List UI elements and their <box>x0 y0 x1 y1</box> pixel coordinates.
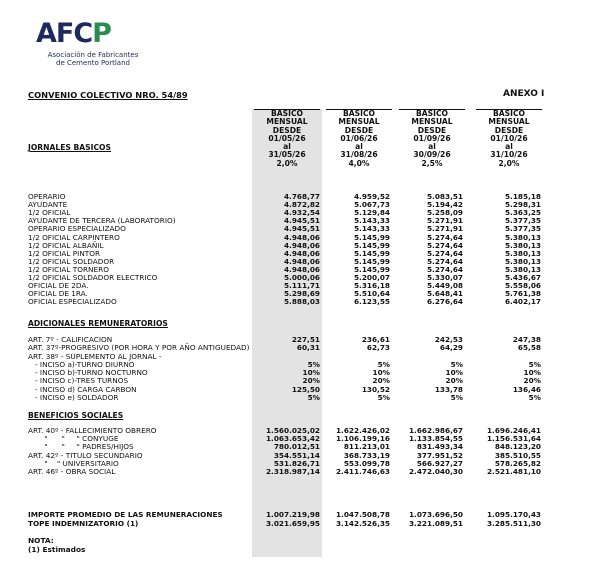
column-header-line: 2,0% <box>276 158 298 168</box>
row-value-col4: 5.185,18 <box>504 192 541 201</box>
row-value-col2: 5% <box>377 359 390 369</box>
row-value-col3: 831.493,34 <box>416 442 463 452</box>
row-value-col4: 1.156.531,64 <box>486 434 541 444</box>
row-value-col3: 5% <box>450 392 463 402</box>
document-title: CONVENIO COLECTIVO NRO. 54/89 <box>28 90 188 100</box>
row-value-col3: 5.271,91 <box>426 216 463 226</box>
row-value-col2: 5.129,84 <box>353 208 390 218</box>
row-value-col1: 531.826,71 <box>273 458 320 468</box>
row-value-col3: 5.083,51 <box>426 192 463 201</box>
row-value-col4: 2.521.481,10 <box>486 467 541 476</box>
column-header-line: 31/08/26 <box>340 150 378 160</box>
row-value-col3: 5.330,07 <box>426 273 463 282</box>
row-label: ART. 42º - TITULO SECUNDARIO <box>28 450 143 460</box>
annex-label: ANEXO I <box>503 89 545 99</box>
row-value-col1: 5.111,71 <box>283 281 320 291</box>
row-value-col3: 5.274,64 <box>426 232 463 242</box>
row-value-col4: 5% <box>528 359 541 369</box>
row-value-col2: 20% <box>372 376 390 386</box>
row-value-col2: 5.145,99 <box>353 240 390 250</box>
column-header-line: 2,5% <box>421 158 443 168</box>
row-label: ART. 46º - OBRA SOCIAL <box>28 467 116 476</box>
table-row <box>0 298 600 306</box>
row-value-col1: 1.063.653,42 <box>265 434 320 444</box>
column-header-line: 31/05/26 <box>268 150 306 160</box>
row-value-col1: 227,51 <box>291 335 320 344</box>
column-header-line: 01/10/26 <box>490 133 528 143</box>
row-value-col4: 5.558,06 <box>504 281 541 291</box>
row-label: OPERARIO <box>28 192 66 201</box>
column-header-line: 2,0% <box>498 158 520 168</box>
row-value-col2: 5% <box>377 392 390 402</box>
column-header-line: al <box>428 142 436 152</box>
row-value-col3: 3.221.089,51 <box>408 518 463 528</box>
row-value-col2: 5.316,18 <box>353 281 390 291</box>
logo-subtitle-line1: Asociación de Fabricantes <box>47 51 139 59</box>
row-value-col4: 5.436,67 <box>504 273 541 282</box>
row-label: 1/2 OFICIAL SOLDADOR <box>28 256 115 266</box>
table-row <box>0 394 600 402</box>
column-header-line: MENSUAL <box>488 117 530 127</box>
row-value-col2: 10% <box>372 368 390 377</box>
row-label: 1/2 OFICIAL PINTOR <box>28 248 101 258</box>
logo-text-accent: P <box>92 18 111 49</box>
row-value-col1: 4.945,51 <box>283 216 320 226</box>
row-label: OFICIAL DE 1RA. <box>28 289 88 299</box>
row-value-col3: 2.472.040,30 <box>408 467 463 476</box>
row-value-col4: 65,58 <box>517 343 541 353</box>
row-value-col2: 3.142.526,35 <box>335 518 390 528</box>
row-value-col2: 130,52 <box>361 384 390 394</box>
row-value-col4: 5.380,13 <box>504 232 541 242</box>
column-header-line: MENSUAL <box>266 117 308 127</box>
row-label: IMPORTE PROMEDIO DE LAS REMUNERACIONES <box>28 510 223 519</box>
row-value-col3: 5.274,64 <box>426 256 463 266</box>
row-label: AYUDANTE DE TERCERA (LABORATORIO) <box>28 216 176 226</box>
row-label: - INCISO c)-TRES TURNOS <box>28 376 129 386</box>
row-value-col4: 6.402,17 <box>504 297 541 307</box>
row-label: 1/2 OFICIAL CARPINTERO <box>28 232 120 242</box>
row-value-col1: 4.948,06 <box>283 232 320 242</box>
row-label: ART. 7º - CALIFICACION <box>28 335 113 344</box>
row-value-col3: 5.274,64 <box>426 264 463 274</box>
logo-subtitle-line2: de Cemento Portland <box>56 59 130 67</box>
row-label: - INCISO a)-TURNO DIURNO <box>28 359 135 369</box>
row-value-col3: 377.951,52 <box>416 450 463 460</box>
row-value-col4: 5% <box>528 392 541 402</box>
row-value-col1: 4.948,06 <box>283 256 320 266</box>
row-value-col3: 20% <box>445 376 463 386</box>
row-value-col2: 1.047.508,78 <box>335 510 390 519</box>
column-header-line: 31/10/26 <box>490 150 528 160</box>
row-value-col1: 4.768,77 <box>283 192 320 201</box>
row-value-col3: 64,29 <box>439 343 463 353</box>
column-header-4 <box>473 110 545 168</box>
row-value-col2: 5.510,64 <box>353 289 390 299</box>
column-header-line: 4,0% <box>348 158 370 168</box>
row-label: - INCISO e) SOLDADOR <box>28 392 119 402</box>
column-header-line: MENSUAL <box>338 117 380 127</box>
row-label: ART. 37º-PROGRESIVO (POR HORA Y POR AÑO ANTIGUEDAD) <box>28 343 250 353</box>
row-label: TOPE INDEMNIZATORIO (1) <box>28 518 139 528</box>
row-value-col1: 5.298,69 <box>283 289 320 299</box>
highlighted-column-background <box>252 109 322 557</box>
section-title-beneficios: BENEFICIOS SOCIALES <box>28 411 124 420</box>
row-value-col2: 368.733,19 <box>343 450 390 460</box>
row-value-col2: 5.145,99 <box>353 256 390 266</box>
row-value-col1: 780.012,51 <box>273 442 320 452</box>
row-value-col4: 3.285.511,30 <box>486 518 541 528</box>
row-label: - INCISO d) CARGA CARBON <box>28 384 137 394</box>
column-header-line: al <box>283 142 291 152</box>
row-label: 1/2 OFICIAL <box>28 208 71 218</box>
row-value-col2: 6.123,55 <box>353 297 390 307</box>
row-value-col3: 5.258,09 <box>426 208 463 218</box>
row-value-col4: 5.380,13 <box>504 240 541 250</box>
column-header-1 <box>251 110 323 168</box>
row-value-col4: 136,46 <box>512 384 541 394</box>
row-label: " " UNIVERSITARIO <box>28 458 119 468</box>
row-value-col1: 5.000,06 <box>283 273 320 282</box>
row-value-col4: 385.510,55 <box>494 450 541 460</box>
row-value-col1: 4.948,06 <box>283 264 320 274</box>
row-value-col1: 4.872,82 <box>283 200 320 210</box>
row-value-col2: 1.106.199,16 <box>335 434 390 444</box>
row-value-col4: 5.380,13 <box>504 248 541 258</box>
column-header-line: BASICO <box>493 109 525 118</box>
row-value-col3: 5.274,64 <box>426 248 463 258</box>
column-header-line: DESDE <box>417 125 447 135</box>
row-value-col1: 4.948,06 <box>283 240 320 250</box>
row-value-col4: 578.265,82 <box>494 458 541 468</box>
column-header-line: MENSUAL <box>411 117 453 127</box>
table-row <box>0 511 600 519</box>
row-value-col3: 5.194,42 <box>426 200 463 210</box>
column-header-line: 01/09/26 <box>413 133 451 143</box>
column-header-line: 01/05/26 <box>268 133 306 143</box>
row-value-col2: 4.959,52 <box>353 192 390 201</box>
row-label: 1/2 OFICIAL TORNERO <box>28 264 109 274</box>
row-value-col1: 5% <box>307 359 320 369</box>
logo-subtitle <box>38 51 148 67</box>
row-value-col4: 5.761,38 <box>504 289 541 299</box>
row-value-col3: 133,78 <box>434 384 463 394</box>
row-value-col3: 5% <box>450 359 463 369</box>
row-value-col4: 20% <box>523 376 541 386</box>
row-value-col2: 236,61 <box>361 335 390 344</box>
row-value-col4: 5.380,13 <box>504 256 541 266</box>
row-value-col1: 354.551,14 <box>273 450 320 460</box>
row-value-col2: 5.145,99 <box>353 248 390 258</box>
row-value-col2: 5.143,33 <box>353 224 390 234</box>
row-label: ART. 38º - SUPLEMENTO AL JORNAL - <box>28 351 162 361</box>
row-value-col1: 125,50 <box>291 384 320 394</box>
row-value-col4: 5.363,25 <box>504 208 541 218</box>
row-value-col1: 4.945,51 <box>283 224 320 234</box>
column-header-line: 01/06/26 <box>340 133 378 143</box>
row-value-col4: 5.298,31 <box>504 200 541 210</box>
row-label: " " " CONYUGE <box>28 434 119 444</box>
column-header-line: BASICO <box>271 109 303 118</box>
row-label: 1/2 OFICIAL ALBAÑIL <box>28 240 104 250</box>
row-value-col2: 5.145,99 <box>353 264 390 274</box>
row-value-col2: 553.099,78 <box>343 458 390 468</box>
row-value-col3: 5.449,08 <box>426 281 463 291</box>
row-value-col3: 1.133.854,55 <box>408 434 463 444</box>
row-value-col2: 5.067,73 <box>353 200 390 210</box>
row-value-col2: 5.143,33 <box>353 216 390 226</box>
column-header-line: BASICO <box>343 109 375 118</box>
row-value-col3: 6.276,64 <box>426 297 463 307</box>
row-value-col2: 62,73 <box>366 343 390 353</box>
column-header-line: DESDE <box>494 125 524 135</box>
row-value-col4: 247,38 <box>512 335 541 344</box>
row-value-col4: 5.377,35 <box>504 224 541 234</box>
column-header-line: DESDE <box>344 125 374 135</box>
row-value-col3: 566.927,27 <box>416 458 463 468</box>
row-value-col3: 1.073.696,50 <box>408 510 463 519</box>
row-value-col3: 1.662.986,67 <box>408 426 463 435</box>
row-value-col1: 1.560.025,02 <box>265 426 320 435</box>
row-value-col1: 60,31 <box>296 343 320 353</box>
row-value-col2: 811.213,01 <box>343 442 390 452</box>
section-title-jornales: JORNALES BASICOS <box>28 143 111 152</box>
row-value-col4: 1.095.170,43 <box>486 510 541 519</box>
column-header-line: BASICO <box>416 109 448 118</box>
row-value-col4: 10% <box>523 368 541 377</box>
note-block <box>28 536 85 554</box>
row-value-col1: 4.932,54 <box>283 208 320 218</box>
row-value-col1: 2.318.987,14 <box>265 467 320 476</box>
row-label: 1/2 OFICIAL SOLDADOR ELECTRICO <box>28 273 158 282</box>
column-header-2 <box>323 110 395 168</box>
row-value-col4: 1.696.246,41 <box>486 426 541 435</box>
row-value-col3: 10% <box>445 368 463 377</box>
row-value-col3: 5.648,41 <box>426 289 463 299</box>
row-value-col4: 5.380,13 <box>504 264 541 274</box>
column-header-line: 30/09/26 <box>413 150 451 160</box>
column-header-3 <box>396 110 468 168</box>
row-label: AYUDANTE <box>28 200 68 210</box>
row-value-col2: 5.145,99 <box>353 232 390 242</box>
row-value-col3: 5.271,91 <box>426 224 463 234</box>
row-label: OFICIAL DE 2DA. <box>28 281 89 291</box>
row-value-col1: 20% <box>302 376 320 386</box>
table-row <box>0 520 600 528</box>
row-value-col4: 5.377,35 <box>504 216 541 226</box>
note-line: (1) Estimados <box>28 545 86 554</box>
row-label: ART. 40º - FALLECIMIENTO OBRERO <box>28 426 157 435</box>
row-value-col3: 242,53 <box>434 335 463 344</box>
row-value-col1: 3.021.659,95 <box>265 518 320 528</box>
note-title: NOTA: <box>28 536 54 545</box>
section-title-adicionales: ADICIONALES REMUNERATORIOS <box>28 319 168 328</box>
row-value-col1: 10% <box>302 368 320 377</box>
row-value-col1: 5% <box>307 392 320 402</box>
row-value-col1: 4.948,06 <box>283 248 320 258</box>
table-row <box>0 468 600 476</box>
row-label: OFICIAL ESPECIALIZADO <box>28 297 117 307</box>
column-header-line: al <box>355 142 363 152</box>
row-value-col2: 2.411.746,63 <box>335 467 390 476</box>
row-value-col2: 1.622.426,02 <box>335 426 390 435</box>
row-value-col3: 5.274,64 <box>426 240 463 250</box>
row-label: " " " PADRES/HIJOS <box>28 442 134 452</box>
column-header-line: al <box>505 142 513 152</box>
afcp-logo <box>36 20 126 48</box>
row-label: - INCISO b)-TURNO NOCTURNO <box>28 368 148 377</box>
row-value-col2: 5.200,07 <box>353 273 390 282</box>
logo-text-main: AFC <box>36 18 93 49</box>
row-label: OPERARIO ESPECIALIZADO <box>28 224 126 234</box>
row-value-col4: 848.123,20 <box>494 442 541 452</box>
row-value-col1: 5.888,03 <box>283 297 320 307</box>
row-value-col1: 1.007.219,98 <box>265 510 320 519</box>
column-header-line: DESDE <box>272 125 302 135</box>
